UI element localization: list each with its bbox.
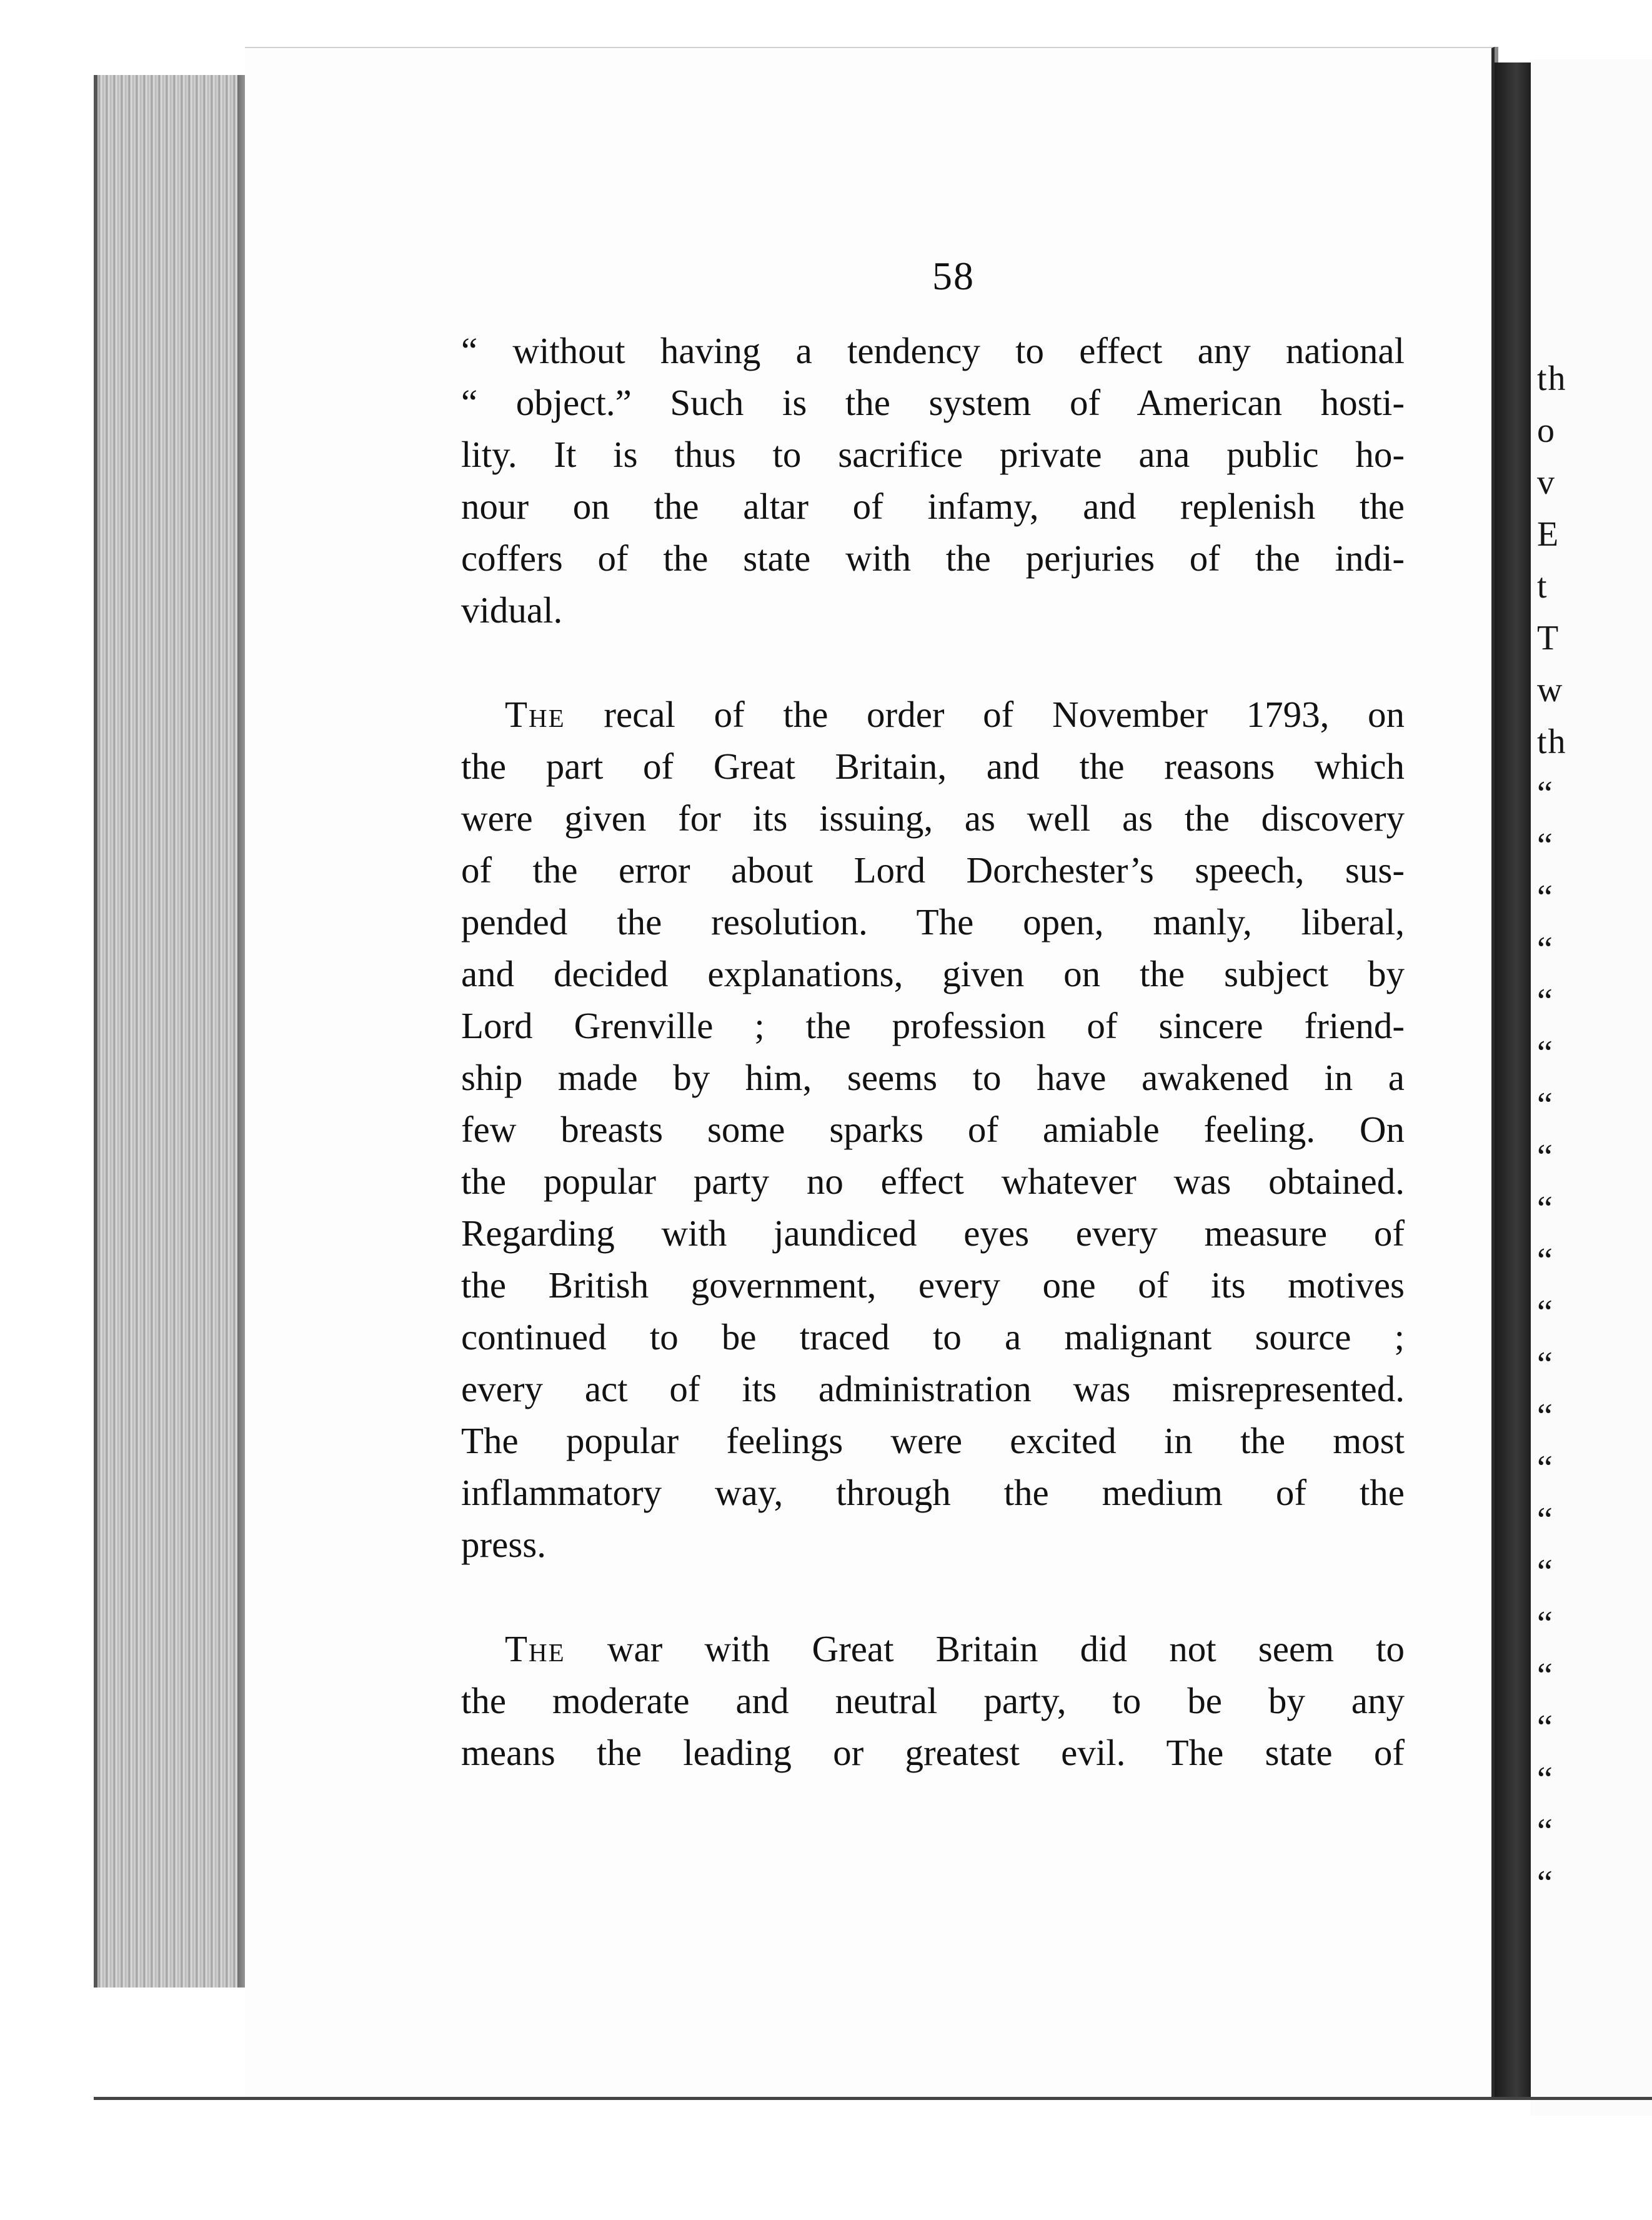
paragraph-2 (461, 689, 1405, 1571)
facing-page-fragment: v (1537, 463, 1556, 502)
facing-page-fragment: “ (1537, 1241, 1554, 1280)
facing-page-fragment: E (1537, 515, 1560, 554)
text-line: press. (461, 1524, 547, 1565)
facing-page-fragment: “ (1537, 1345, 1554, 1384)
text-line: Lord Grenville ; the profession of sincere friend- (461, 1005, 1405, 1046)
paragraph-gap (461, 636, 1405, 689)
stacked-page-edges (94, 75, 254, 1988)
facing-page-fragment: “ (1537, 1189, 1554, 1228)
text-line: the popular party no effect whatever was obtained. (461, 1161, 1405, 1202)
text-line: means the leading or greatest evil. The state of (461, 1732, 1405, 1773)
text-line: “ without having a tendency to effect any national (461, 330, 1405, 371)
facing-page-fragment: “ (1537, 878, 1554, 917)
text-line: were given for its issuing, as well as the discovery (461, 798, 1405, 839)
text-line: vidual. (461, 589, 563, 631)
facing-page-fragment: w (1537, 671, 1564, 709)
facing-page-fragment: “ (1537, 1397, 1554, 1436)
facing-page-fragment: “ (1537, 1708, 1554, 1747)
facing-page-fragment: “ (1537, 982, 1554, 1021)
facing-page-fragment: “ (1537, 1449, 1554, 1488)
facing-page (1531, 59, 1652, 2116)
text-line: Regarding with jaundiced eyes every measure of (461, 1212, 1405, 1254)
text-line: continued to be traced to a malignant source ; (461, 1316, 1405, 1358)
scan-bottom-edge (94, 2097, 1652, 2100)
text-line: few breasts some sparks of amiable feeling. On (461, 1109, 1405, 1150)
text-line: nour on the altar of infamy, and replenish the (461, 486, 1405, 527)
text-line: ship made by him, seems to have awakened in a (461, 1057, 1405, 1098)
small-caps-lead: The (505, 1628, 565, 1669)
text-line: inflammatory way, through the medium of the (461, 1472, 1405, 1513)
facing-page-fragment: th (1537, 359, 1567, 398)
facing-page-fragment: “ (1537, 1656, 1554, 1695)
facing-page-fragment: t (1537, 567, 1548, 606)
facing-page-fragment: “ (1537, 774, 1554, 813)
facing-page-fragment: “ (1537, 1760, 1554, 1799)
text-line: pended the resolution. The open, manly, liberal, (461, 901, 1405, 942)
text-line: the moderate and neutral party, to be by any (461, 1680, 1405, 1721)
facing-page-fragment: “ (1537, 826, 1554, 865)
text-line-rest: recal of the order of November 1793, on (565, 694, 1405, 735)
facing-page-fragment: “ (1537, 1812, 1554, 1851)
facing-page-fragment: “ (1537, 1604, 1554, 1643)
facing-page-fragment: “ (1537, 1293, 1554, 1332)
facing-page-fragment: “ (1537, 1501, 1554, 1539)
body-text (461, 325, 1405, 1779)
text-line: “ object.” Such is the system of American hosti- (461, 382, 1405, 423)
text-line (461, 1623, 1405, 1675)
text-line (461, 689, 1405, 741)
text-line: the part of Great Britain, and the reasons which (461, 746, 1405, 787)
text-line: The popular feelings were excited in the most (461, 1420, 1405, 1461)
text-line: coffers of the state with the perjuries of the indi- (461, 538, 1405, 579)
paragraph-gap (461, 1571, 1405, 1623)
page-number: 58 (932, 254, 975, 298)
facing-page-fragment: “ (1537, 930, 1554, 969)
paragraph-3 (461, 1623, 1405, 1779)
facing-page-fragment: “ (1537, 1086, 1554, 1124)
paragraph-1 (461, 325, 1405, 636)
facing-page-fragment: “ (1537, 1552, 1554, 1591)
text-line: and decided explanations, given on the subject by (461, 953, 1405, 994)
text-line-rest: war with Great Britain did not seem to (565, 1628, 1405, 1669)
facing-page-fragment: “ (1537, 1138, 1554, 1176)
small-caps-lead: The (505, 694, 565, 735)
text-line: lity. It is thus to sacrifice private ana public ho- (461, 434, 1405, 475)
facing-page-fragment: th (1537, 722, 1567, 761)
facing-page-text-fragments (1537, 353, 1652, 1909)
text-line: of the error about Lord Dorchester’s speech, sus- (461, 849, 1405, 891)
facing-page-fragment: “ (1537, 1864, 1554, 1902)
text-line: the British government, every one of its motives (461, 1264, 1405, 1306)
facing-page-fragment: “ (1537, 1034, 1554, 1072)
facing-page-fragment: T (1537, 619, 1560, 658)
facing-page-fragment: o (1537, 411, 1556, 450)
text-line: every act of its administration was misrepresented. (461, 1368, 1405, 1409)
book-gutter (1495, 62, 1531, 2100)
